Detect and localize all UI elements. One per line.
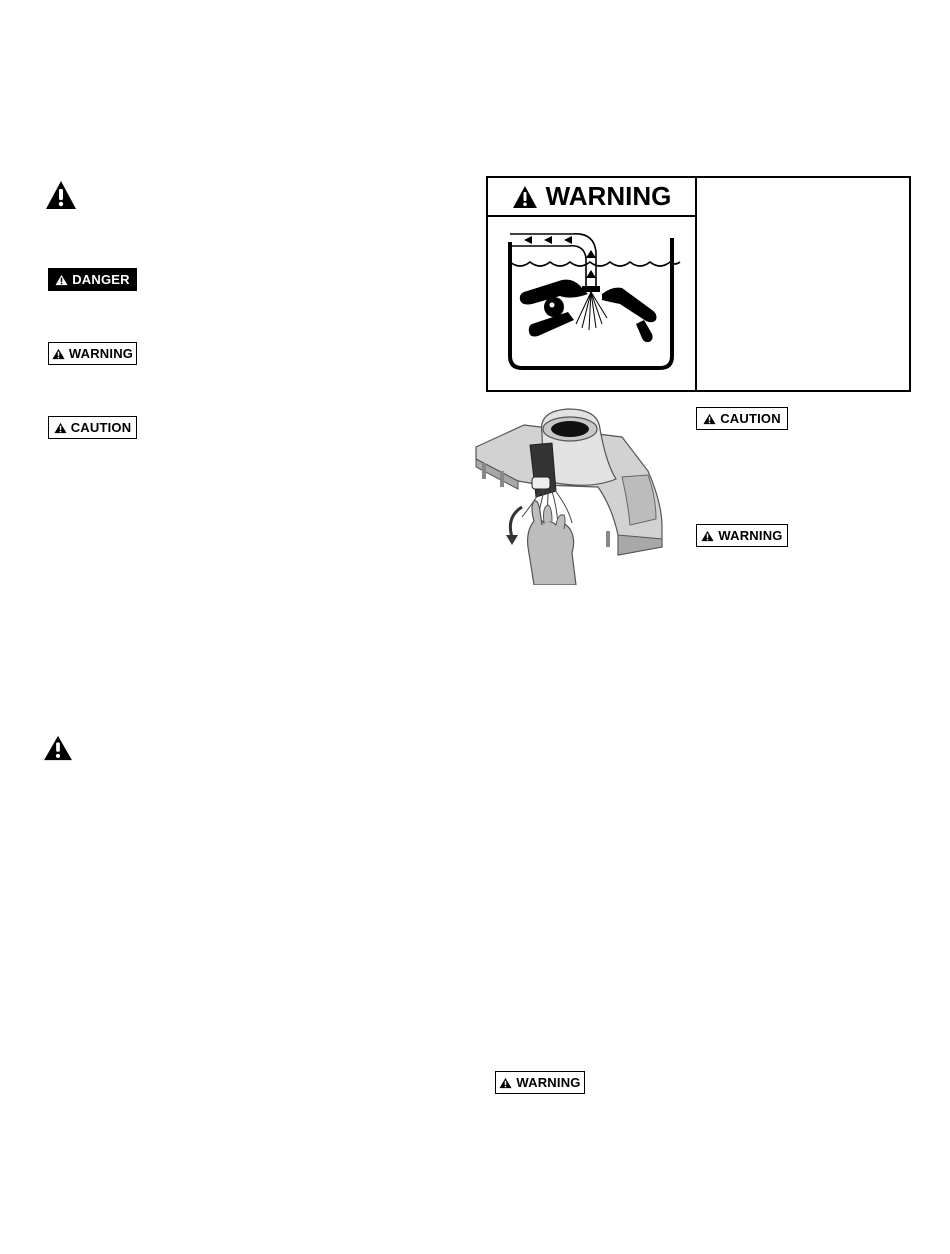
caution-label-text: CAUTION bbox=[70, 420, 132, 435]
warning-label-bottom-text: WARNING bbox=[516, 1075, 581, 1090]
caution-label-right-text: CAUTION bbox=[720, 411, 781, 426]
skimmer-entrapment-illustration bbox=[472, 407, 672, 585]
warning-panel-heading bbox=[488, 178, 695, 215]
alert-triangle-icon bbox=[54, 422, 67, 434]
alert-triangle-icon bbox=[55, 274, 68, 286]
alert-triangle-icon bbox=[512, 185, 538, 209]
alert-triangle-icon bbox=[52, 348, 65, 360]
danger-label-text: DANGER bbox=[72, 272, 130, 287]
warning-panel bbox=[486, 176, 911, 392]
warning-panel-divider bbox=[488, 215, 695, 217]
suction-entrapment-pictogram bbox=[502, 228, 684, 376]
caution-label-right bbox=[696, 407, 788, 430]
safety-alert-icon bbox=[45, 180, 77, 210]
alert-triangle-icon bbox=[703, 413, 716, 425]
alert-triangle-icon bbox=[499, 1077, 512, 1089]
alert-triangle-icon bbox=[701, 530, 714, 542]
caution-label bbox=[48, 416, 137, 439]
warning-label-bottom bbox=[495, 1071, 585, 1094]
warning-panel-heading-text: WARNING bbox=[545, 181, 672, 211]
warning-label-right bbox=[696, 524, 788, 547]
danger-label bbox=[48, 268, 137, 291]
warning-label-right-text: WARNING bbox=[718, 528, 783, 543]
safety-alert-icon-lower bbox=[43, 735, 73, 761]
warning-label bbox=[48, 342, 137, 365]
warning-panel-column-divider bbox=[695, 178, 697, 390]
warning-label-text: WARNING bbox=[68, 346, 134, 361]
